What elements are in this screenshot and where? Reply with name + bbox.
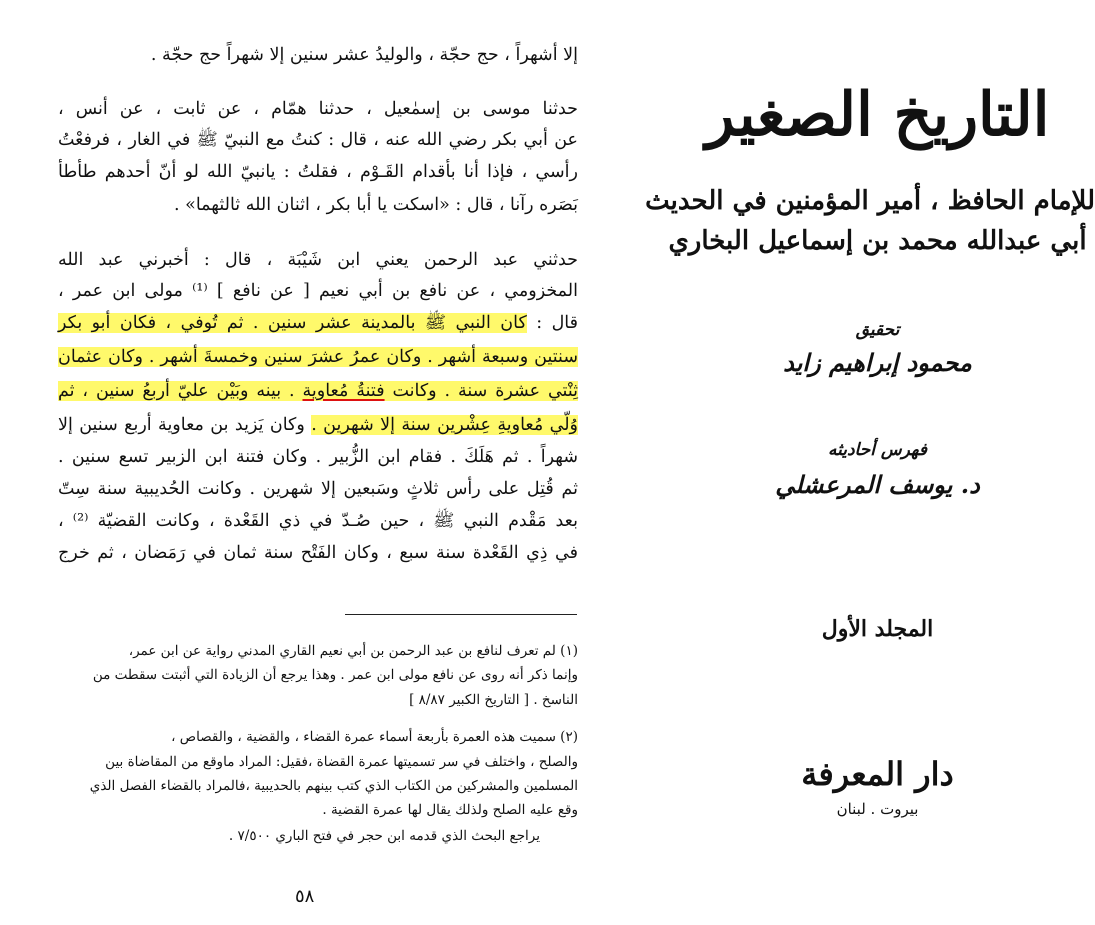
text-line (58, 376, 578, 406)
text-segment: قال : (526, 313, 578, 333)
text-line (58, 474, 578, 504)
text-segment: عن أبي بكر رضي الله عنه ، قال : كنتُ مع النبيّ ﷺ في الغار ، فرفعْتُ (58, 130, 578, 150)
footnote-line: والصلح ، واختلف في سر تسميتها عمرة القضاة ،فقيل: المراد ماوقع من المقاضاة بين (105, 754, 578, 770)
text-segment: في ذِي القَعْدة سنة سبع ، وكان الفَتْح سنة ثمان في رَمَضان ، ثم خرج (58, 543, 578, 563)
text-line (58, 442, 578, 472)
text-segment: رأسي ، فإذا أنا بأقدام القَـوْم ، فقلتُ : يانبيّ الله لو أنّ أحدهم طأطأ (58, 162, 578, 182)
text-segment: بعد مَقْدم النبي ﷺ ، حين صُـدّ في ذي القَعْدة ، وكانت القضيّة ⁽²⁾ ، (58, 511, 578, 531)
text-line (58, 342, 578, 372)
highlighted-text: . بينه وبَيْن عليّ أربعُ سنين ، ثم (58, 381, 303, 401)
text-line (58, 125, 578, 155)
text-line (58, 506, 578, 536)
text-segment: المخزومي ، عن نافع بن أبي نعيم [ عن نافع ] ⁽¹⁾ مولى ابن عمر ، (58, 281, 578, 301)
footnote-line: وقع عليه الصلح ولذلك يقال لها عمرة القضية . (322, 802, 578, 818)
highlighted-text: وُلّي مُعاويةِ عِشْرين سنة إلا شهرين . (311, 415, 578, 435)
highlighted-text: فتنةُ مُعاوية (302, 381, 385, 401)
author-line-1: للإمام الحافظ ، أمير المؤمنين في الحديث (645, 186, 1095, 216)
text-line (58, 245, 578, 275)
page-number: ٥٨ (295, 886, 315, 907)
highlighted-text: كان النبي ﷺ بالمدينة عشر سنين . ثم تُوفي ، فكان أبو بكر (58, 313, 527, 333)
text-segment: وكان يَزيد بن معاوية أربع سنين إلا (58, 415, 312, 435)
text-segment: ثم قُتِل على رأس ثلاثٍ وسَبعين إلا شهرين . وكانت الحُديبية سنة سِتّ (58, 479, 578, 499)
text-line (108, 40, 578, 70)
text-segment: حدثنا موسى بن إسمٰعيل ، حدثنا همّام ، عن ثابت ، عن أنس ، (58, 99, 578, 119)
footnote-line: المسلمين والمشركين من الكتاب الذي كتب بينهم بالحديبية ،فالمراد بالقضاء الفصل الذي (89, 778, 578, 794)
index-label: فهرس أحاديثه (828, 440, 927, 460)
volume-label: المجلد الأول (821, 616, 934, 642)
index-author: د. يوسف المرعشلي (775, 470, 980, 499)
right-page (645, 0, 1095, 925)
text-line (58, 276, 578, 306)
footnote-line: (١) لم تعرف لنافع بن عبد الرحمن بن أبي نعيم القاري المدني رواية عن ابن عمر، (128, 643, 578, 659)
editor-label: تحقيق (855, 320, 900, 340)
text-line (58, 157, 578, 187)
footnote-line: (٢) سميت هذه العمرة بأربعة أسماء عمرة القضاء ، والقضية ، والقصاص ، (171, 729, 578, 745)
highlighted-text: سنتين وسبعة أشهر . وكان عمرُ عشرَ سنين وخمسةَ أشهر . وكان عثمان (58, 347, 578, 367)
publisher-city: بيروت . لبنان (836, 800, 919, 818)
text-line (173, 190, 578, 220)
text-segment: بَصَره رآنا ، قال : «اسكت يا أبا بكر ، اثنان الله ثالثهما» . (173, 195, 578, 215)
footnote-line: الناسخ . [ التاريخ الكبير ٨/٨٧ ] (409, 692, 578, 708)
footnote-line: يراجع البحث الذي قدمه ابن حجر في فتح الباري ٧/٥٠٠ . (228, 828, 540, 844)
text-segment: شهراً . ثم هَلَكَ . فقام ابن الزُّبير . وكان فتنة ابن الزبير تسع سنين . (58, 447, 578, 467)
text-line (58, 538, 578, 568)
footnote-line: وإنما ذكر أنه روى عن نافع مولى ابن عمر . وهذا يرجع أن الزيادة التي أثبتت سقطت من (92, 667, 578, 683)
author-line-2: أبي عبدالله محمد بن إسماعيل البخاري (668, 226, 1087, 256)
text-segment: حدثني عبد الرحمن يعني ابن شَيْبَة ، قال : أخبرني عبد الله (58, 250, 578, 270)
text-line (58, 94, 578, 124)
highlighted-text: ثِنْتي عشرة سنة . وكانت (384, 381, 578, 401)
book-title: التاريخ الصغير (705, 80, 1050, 150)
text-line (58, 410, 578, 440)
text-segment: إلا أشهراً ، حج حجّة ، والوليدُ عشر سنين إلا شهراً حج حجّة . (150, 45, 578, 65)
text-line (58, 308, 578, 338)
publisher-name: دار المعرفة (801, 755, 954, 793)
footnote-divider (345, 614, 577, 615)
editor-name: محمود إبراهيم زايد (783, 348, 972, 377)
